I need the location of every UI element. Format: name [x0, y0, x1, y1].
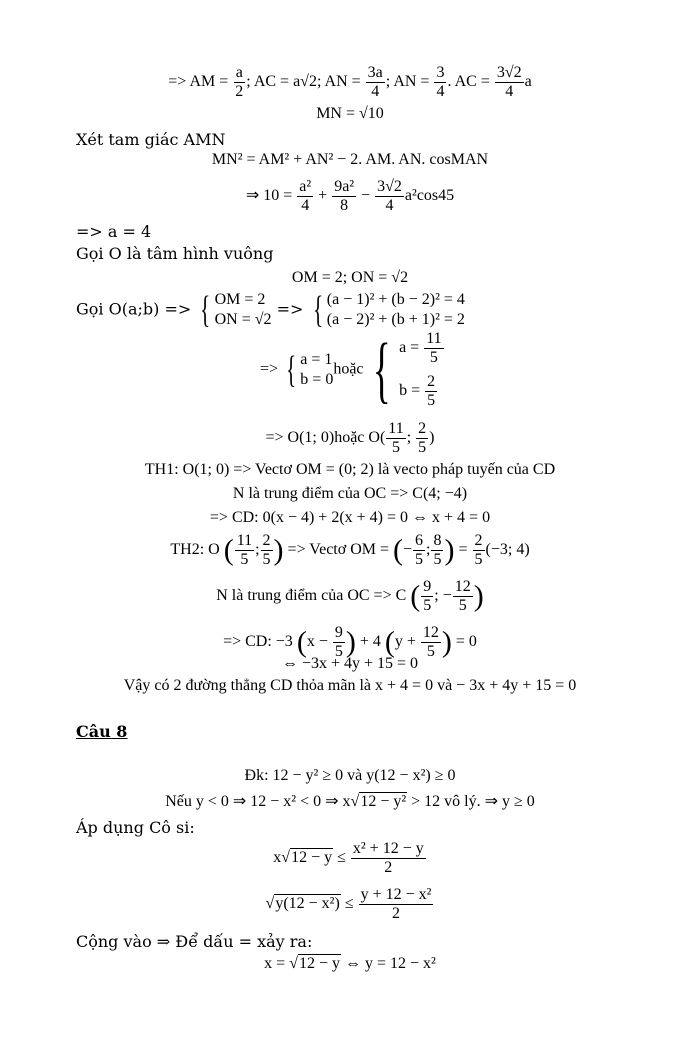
text: ⇔ y = 12 − x²: [341, 955, 436, 972]
denominator: 5: [433, 551, 442, 568]
paren: ): [444, 533, 455, 567]
fraction: [261, 532, 273, 569]
denominator: 5: [429, 349, 438, 366]
equation-o-points: [0, 420, 700, 457]
paren: (: [393, 533, 403, 567]
text: a: [524, 73, 532, 91]
text: ⇒ 10 =: [245, 187, 297, 205]
text: x =: [264, 955, 290, 972]
numerator: 2: [427, 373, 436, 390]
equation-system: [282, 350, 333, 390]
denominator: 2: [235, 83, 244, 100]
system-row: [399, 330, 445, 367]
paren: (: [296, 625, 307, 659]
numerator: 9a²: [334, 178, 355, 195]
denominator: 4: [505, 83, 514, 100]
denominator: 5: [427, 392, 436, 409]
equation-system-line: [0, 290, 700, 330]
system-row: OM = 2: [214, 291, 266, 308]
condition-line: Đk: 12 − y² ≥ 0 và y(12 − x²) ≥ 0: [244, 767, 456, 784]
text: ≤: [333, 849, 350, 867]
numerator: 11: [426, 330, 442, 347]
text: . AC =: [447, 73, 494, 91]
text: + 4: [355, 633, 385, 651]
text: b =: [399, 382, 425, 400]
text: x −: [306, 633, 332, 651]
numerator: y + 12 − x²: [360, 886, 432, 903]
numerator: a: [235, 64, 243, 81]
paren: (: [384, 625, 395, 659]
conclusion-line: Vậy có 2 đường thẳng CD thỏa mãn là x + 4 = 0 và − 3x + 4y + 15 = 0: [123, 677, 577, 694]
fraction: [366, 64, 385, 101]
denominator: 4: [301, 197, 310, 214]
denominator: 5: [415, 551, 424, 568]
system-row: (a − 1)² + (b − 2)² = 4: [326, 291, 465, 308]
text: => Vectơ OM =: [283, 541, 393, 559]
text: (−3; 4): [485, 541, 530, 559]
text: ; −: [434, 587, 452, 605]
fraction: [386, 420, 405, 457]
numerator: 8: [433, 532, 442, 549]
text-line: Cộng vào ⇒ Để dấu = xảy ra:: [76, 932, 313, 951]
text: =>: [260, 360, 283, 378]
fraction: [351, 840, 426, 877]
denominator: 5: [423, 597, 432, 614]
brace: {: [200, 289, 211, 331]
numerator: 2: [418, 420, 427, 437]
text: ; AC = a√2; AN =: [246, 73, 365, 91]
system-row: [399, 373, 445, 410]
text: => O(1; 0)hoặc O(: [265, 429, 386, 447]
text-line: => a = 4: [76, 222, 152, 241]
equation-line-y-negative: Nếu y < 0 ⇒ 12 − x² < 0 ⇒ x√12 − y² > 12 vô lý. ⇒ y ≥ 0: [165, 793, 535, 810]
text-line: Xét tam giác AMN: [76, 130, 226, 149]
numerator: 3: [436, 64, 445, 81]
equation-om-on: OM = 2; ON = √2: [291, 269, 409, 286]
text-line-th1: TH1: O(1; 0) => Vectơ OM = (0; 2) là vecto pháp tuyến của CD: [144, 461, 556, 478]
text: −: [403, 541, 413, 559]
section-heading: Câu 8: [76, 722, 128, 741]
fraction: [332, 178, 356, 215]
numerator: 6: [415, 532, 424, 549]
brace: {: [372, 329, 391, 411]
denominator: 5: [392, 439, 400, 456]
equation-th2: TH2: O ( $\frac{11}{5}$ ; $\frac{2}{5}$ ) => Vectơ OM = (− $\frac{6}{5}$ ; $\frac{8}{5}$ ) = $\frac{2}{5}$ (−3; 4): [170, 532, 530, 568]
inequality-2: √y(12 − x²) ≤ $\frac{\text{y + 12 − x²}}{2}$: [265, 886, 432, 922]
numerator: 2: [262, 532, 271, 549]
numerator: 9: [423, 578, 432, 595]
numerator: x² + 12 − y: [352, 840, 424, 857]
text: y +: [394, 633, 420, 651]
fraction: [359, 886, 434, 923]
system-row: a = 1: [300, 351, 333, 368]
system-row: b = 0: [300, 371, 334, 388]
numerator: 3a: [367, 64, 383, 81]
denominator: 4: [385, 197, 394, 214]
denominator: 5: [262, 551, 271, 568]
numerator: 2: [474, 532, 483, 549]
numerator: 9: [334, 624, 343, 641]
fraction: [233, 64, 245, 101]
paren: (: [223, 533, 234, 567]
text: => CD: −3: [223, 633, 297, 651]
fraction: [235, 532, 254, 569]
sqrt-content: 12 − y²: [360, 793, 407, 810]
fraction: [434, 64, 446, 101]
text: Gọi O(a;b) =>: [76, 299, 197, 319]
equation-system: [309, 290, 465, 330]
numerator: 12: [422, 624, 439, 641]
paren: ): [473, 579, 484, 613]
fraction: [431, 532, 443, 569]
denominator: 5: [334, 643, 343, 660]
numerator: a²: [299, 178, 312, 195]
fraction: [416, 420, 428, 457]
text: =>: [271, 299, 309, 319]
text: Nếu y < 0 ⇒ 12 − x² < 0 ⇒ x: [165, 793, 351, 810]
text: hoặc: [333, 360, 364, 378]
text: => AM =: [168, 73, 233, 91]
text: ≤: [340, 895, 358, 913]
text: TH2: O: [170, 541, 224, 559]
text: −: [357, 187, 375, 205]
sqrt-content: 12 − y: [291, 849, 333, 867]
numerator: 3√2: [377, 178, 402, 195]
text-line: N là trung điểm của OC => C(4; −4): [232, 485, 468, 502]
equation-mn: MN = √10: [316, 105, 384, 122]
text: a²cos45: [404, 187, 455, 205]
denominator: 5: [418, 439, 427, 456]
paren: (: [410, 579, 421, 613]
system-row: ON = √2: [214, 311, 272, 328]
system-row: (a − 2)² + (b + 1)² = 2: [326, 311, 465, 328]
equation-system: [364, 330, 445, 410]
paren: ): [441, 625, 452, 659]
equation-cd2-simplified: ⇔ −3x + 4y + 15 = 0: [281, 655, 419, 672]
text: N là trung điểm của OC => C: [216, 587, 411, 605]
text: ): [429, 429, 435, 447]
equation-system: [196, 290, 271, 330]
numerator: 12: [454, 578, 471, 595]
denominator: 2: [384, 859, 393, 876]
fraction: [453, 578, 473, 615]
equation-cd1: => CD: 0(x − 4) + 2(x + 4) = 0 ⇔ x + 4 = 0: [209, 509, 491, 526]
text: x: [273, 849, 282, 867]
denominator: 5: [474, 551, 483, 568]
paren: ): [345, 625, 356, 659]
text: ; AN =: [385, 73, 434, 91]
denominator: 4: [436, 83, 445, 100]
text: a =: [399, 339, 424, 357]
text-line: Áp dụng Cô si:: [76, 818, 195, 837]
fraction: [421, 578, 433, 615]
sqrt-content: y(12 − x²): [275, 895, 340, 913]
fraction: [495, 64, 524, 101]
fraction: [425, 373, 437, 410]
equation-final: x = √12 − y ⇔ y = 12 − x²: [264, 955, 436, 972]
denominator: 5: [458, 597, 467, 614]
text-line: Gọi O là tâm hình vuông: [76, 244, 274, 263]
equation-solution-line: [0, 330, 700, 410]
text: +: [314, 187, 332, 205]
equation-c2: [0, 578, 700, 615]
denominator: 5: [240, 551, 249, 568]
brace: {: [312, 289, 323, 331]
sqrt-content: 12 − y: [298, 955, 340, 972]
numerator: 3√2: [496, 64, 522, 81]
fraction: [424, 330, 443, 367]
fraction: [375, 178, 404, 215]
denominator: 4: [371, 83, 380, 100]
denominator: 5: [426, 643, 435, 660]
fraction: [473, 532, 485, 569]
fraction: [297, 178, 313, 215]
numerator: 11: [236, 532, 253, 549]
brace: {: [286, 349, 297, 391]
equation-cosine-law: MN² = AM² + AN² − 2. AM. AN. cosMAN: [211, 151, 489, 168]
equation-line-am-ac-an: [0, 64, 700, 101]
denominator: 8: [340, 197, 349, 214]
text: =: [454, 541, 472, 559]
text: = 0: [451, 633, 477, 651]
paren: ): [273, 533, 284, 567]
fraction: [413, 532, 425, 569]
text: ;: [406, 429, 416, 447]
equation-line-10: [0, 178, 700, 215]
inequality-1: x√12 − y ≤ $\frac{\text{x² + 12 − y}}{2}$: [273, 840, 424, 876]
numerator: 11: [388, 420, 404, 437]
denominator: 2: [392, 905, 401, 922]
text: > 12 vô lý. ⇒ y ≥ 0: [407, 793, 535, 810]
